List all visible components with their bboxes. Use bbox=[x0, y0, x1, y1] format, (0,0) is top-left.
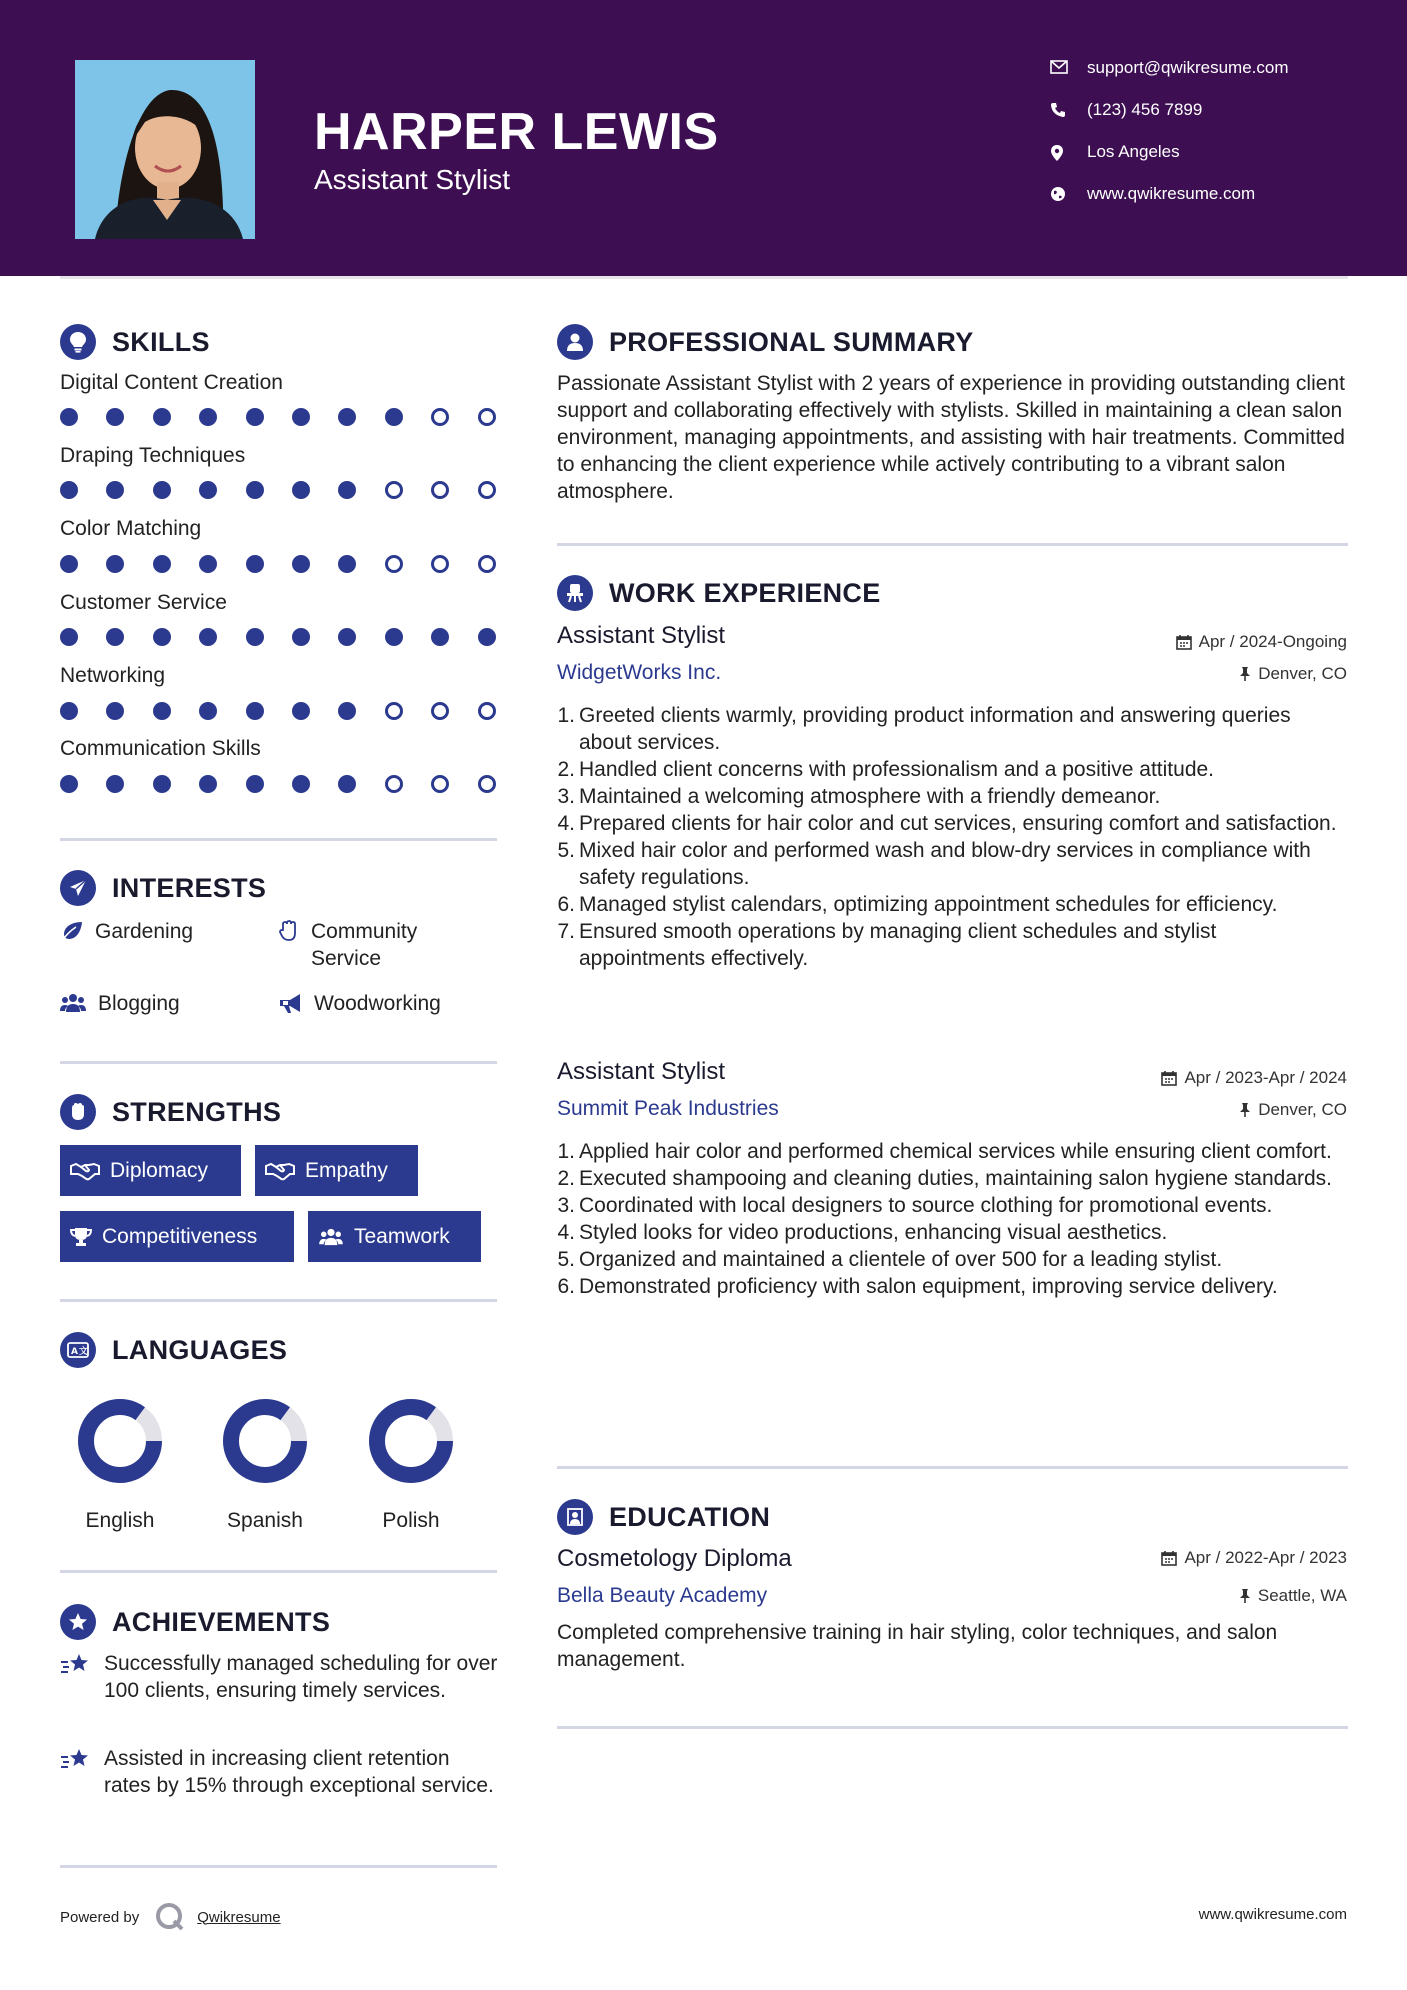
hand-icon bbox=[278, 920, 300, 942]
strength-badge bbox=[308, 1211, 481, 1262]
job-bullets bbox=[557, 1138, 1347, 1300]
handshake-icon bbox=[265, 1161, 295, 1181]
footer-website[interactable]: www.qwikresume.com bbox=[1198, 1906, 1347, 1923]
job-location bbox=[1239, 1100, 1347, 1120]
interests-heading-text: INTERESTS bbox=[112, 872, 267, 903]
rating-dot-filled bbox=[60, 555, 78, 573]
rating-dot-filled bbox=[385, 408, 403, 426]
bullet-text: Handled client concerns with professionalism and a positive attitude. bbox=[579, 758, 1215, 781]
handshake-icon bbox=[70, 1161, 100, 1181]
education-dates-text: Apr / 2022-Apr / 2023 bbox=[1184, 1548, 1347, 1567]
rating-dot-empty bbox=[385, 702, 403, 720]
rating-dot-empty bbox=[478, 408, 496, 426]
rating-dot-filled bbox=[106, 775, 124, 793]
rating-dot-empty bbox=[431, 481, 449, 499]
trophy-icon bbox=[70, 1227, 92, 1247]
skill-name: Communication Skills bbox=[60, 737, 261, 760]
rating-dot-filled bbox=[338, 628, 356, 646]
contact-email-text: support@qwikresume.com bbox=[1087, 58, 1289, 77]
rating-dot-filled bbox=[246, 481, 264, 499]
job-title: Assistant Stylist bbox=[557, 622, 726, 649]
rating-dot-empty bbox=[431, 555, 449, 573]
bullet-number: 5. bbox=[557, 839, 575, 862]
rating-dot-filled bbox=[338, 481, 356, 499]
qwikresume-link[interactable]: Qwikresume bbox=[197, 1908, 281, 1926]
rating-dot-filled bbox=[60, 408, 78, 426]
rating-dot-empty bbox=[478, 775, 496, 793]
rating-dot-filled bbox=[153, 702, 171, 720]
language-proficiency-ring bbox=[192, 1396, 338, 1486]
bullet-number: 6. bbox=[557, 893, 575, 916]
rating-dot-filled bbox=[106, 628, 124, 646]
rating-dot-filled bbox=[246, 628, 264, 646]
section-divider bbox=[60, 838, 497, 841]
rating-dot-filled bbox=[246, 775, 264, 793]
contact-phone-text: (123) 456 7899 bbox=[1087, 100, 1203, 119]
powered-by-text: Powered by bbox=[60, 1908, 140, 1926]
candidate-title: Assistant Stylist bbox=[314, 164, 511, 195]
strength-badge bbox=[60, 1211, 294, 1262]
bullet-item bbox=[557, 1273, 1347, 1300]
skill-rating bbox=[60, 775, 500, 795]
rating-dot-filled bbox=[246, 408, 264, 426]
bullet-number: 4. bbox=[557, 1221, 575, 1244]
rating-dot-filled bbox=[338, 555, 356, 573]
interest-item bbox=[278, 918, 478, 972]
rating-dot-filled bbox=[60, 481, 78, 499]
job-title: Assistant Stylist bbox=[557, 1058, 726, 1085]
chair-icon bbox=[557, 575, 593, 611]
strengths-heading bbox=[60, 1094, 281, 1130]
rating-dot-filled bbox=[106, 555, 124, 573]
summary-heading-text: PROFESSIONAL SUMMARY bbox=[609, 326, 974, 357]
map-pin-icon bbox=[1050, 144, 1064, 162]
section-divider bbox=[60, 1570, 497, 1573]
bullet-text: Coordinated with local designers to source clothing for promotional events. bbox=[579, 1194, 1273, 1217]
bullet-item bbox=[557, 1192, 1347, 1219]
experience-heading-text: WORK EXPERIENCE bbox=[609, 577, 881, 608]
calendar-icon bbox=[1176, 634, 1192, 650]
bullet-item bbox=[557, 1219, 1347, 1246]
summary-heading bbox=[557, 324, 974, 360]
svg-text:文: 文 bbox=[79, 1347, 89, 1357]
strength-label: Empathy bbox=[305, 1158, 388, 1182]
language-item bbox=[47, 1396, 193, 1533]
language-proficiency-ring bbox=[338, 1396, 484, 1486]
rating-dot-filled bbox=[292, 555, 310, 573]
bullet-item bbox=[557, 756, 1347, 783]
fist-icon bbox=[60, 1094, 96, 1130]
rating-dot-filled bbox=[199, 408, 217, 426]
school-name: Bella Beauty Academy bbox=[557, 1584, 768, 1607]
rating-dot-filled bbox=[292, 702, 310, 720]
rating-dot-empty bbox=[478, 702, 496, 720]
company-name: WidgetWorks Inc. bbox=[557, 661, 722, 684]
bullet-text: Executed shampooing and cleaning duties, maintaining salon hygiene standards. bbox=[579, 1167, 1333, 1190]
bullet-text: Ensured smooth operations by managing client schedules and stylist appointments effectively. bbox=[579, 920, 1217, 970]
job-bullets bbox=[557, 702, 1347, 972]
pin-icon bbox=[1239, 666, 1251, 682]
strength-badge bbox=[60, 1145, 241, 1196]
experience-heading bbox=[557, 575, 881, 611]
rating-dot-filled bbox=[246, 555, 264, 573]
rating-dot-filled bbox=[60, 775, 78, 793]
bullet-number: 7. bbox=[557, 920, 575, 943]
bullet-text: Demonstrated proficiency with salon equipment, improving service delivery. bbox=[579, 1275, 1278, 1298]
paper-plane-icon bbox=[60, 870, 96, 906]
rating-dot-empty bbox=[431, 775, 449, 793]
rating-dot-filled bbox=[153, 481, 171, 499]
achievement-text: Successfully managed scheduling for over 100 clients, ensuring timely services. bbox=[104, 1652, 498, 1702]
calendar-icon bbox=[1161, 1070, 1177, 1086]
interest-label: Gardening bbox=[95, 920, 194, 943]
interests-heading bbox=[60, 870, 266, 906]
bullet-number: 5. bbox=[557, 1248, 575, 1271]
graduate-icon bbox=[557, 1499, 593, 1535]
bullet-number: 3. bbox=[557, 1194, 575, 1217]
interest-label: Blogging bbox=[98, 992, 180, 1015]
bullet-text: Managed stylist calendars, optimizing appointment schedules for efficiency. bbox=[579, 893, 1278, 916]
footer-powered-by bbox=[60, 1900, 281, 1934]
job-dates bbox=[1161, 1068, 1347, 1088]
rating-dot-filled bbox=[385, 628, 403, 646]
rating-dot-filled bbox=[106, 702, 124, 720]
pin-icon bbox=[1239, 1102, 1251, 1118]
education-heading-text: EDUCATION bbox=[609, 1501, 771, 1532]
rating-dot-filled bbox=[199, 555, 217, 573]
education-location-text: Seattle, WA bbox=[1257, 1586, 1347, 1605]
users-icon bbox=[60, 992, 86, 1014]
rating-dot-filled bbox=[153, 775, 171, 793]
skill-rating bbox=[60, 408, 500, 428]
bullet-item bbox=[557, 1138, 1347, 1165]
rating-dot-filled bbox=[153, 628, 171, 646]
rating-dot-filled bbox=[106, 481, 124, 499]
candidate-name: HARPER LEWIS bbox=[314, 103, 719, 161]
rating-dot-empty bbox=[431, 408, 449, 426]
section-divider bbox=[557, 1466, 1348, 1469]
megaphone-icon bbox=[278, 992, 302, 1014]
language-proficiency-ring bbox=[47, 1396, 193, 1486]
rating-dot-filled bbox=[338, 702, 356, 720]
rating-dot-empty bbox=[385, 481, 403, 499]
section-divider bbox=[60, 1061, 497, 1064]
achievements-heading-text: ACHIEVEMENTS bbox=[112, 1606, 331, 1637]
star-icon bbox=[60, 1604, 96, 1640]
strengths-heading-text: STRENGTHS bbox=[112, 1096, 282, 1127]
rating-dot-filled bbox=[199, 481, 217, 499]
bullet-text: Greeted clients warmly, providing product information and answering queries about services. bbox=[579, 704, 1291, 754]
bullet-text: Styled looks for video productions, enhancing visual aesthetics. bbox=[579, 1221, 1168, 1244]
header-divider bbox=[60, 276, 1348, 279]
strength-label: Teamwork bbox=[354, 1224, 450, 1248]
job-location-text: Denver, CO bbox=[1258, 664, 1347, 683]
section-divider bbox=[60, 1299, 497, 1302]
company-name: Summit Peak Industries bbox=[557, 1097, 779, 1120]
phone-icon bbox=[1050, 102, 1066, 118]
skill-rating bbox=[60, 555, 500, 575]
skill-name: Customer Service bbox=[60, 591, 227, 614]
language-label: Polish bbox=[382, 1509, 440, 1532]
bullet-number: 2. bbox=[557, 758, 575, 781]
job-location-text: Denver, CO bbox=[1258, 1100, 1347, 1119]
interest-item bbox=[60, 918, 260, 945]
language-item bbox=[192, 1396, 338, 1533]
resume-header bbox=[0, 0, 1407, 276]
job-dates-text: Apr / 2024-Ongoing bbox=[1198, 632, 1347, 651]
rating-dot-filled bbox=[338, 775, 356, 793]
users-icon bbox=[318, 1227, 344, 1247]
svg-text:A: A bbox=[71, 1347, 79, 1357]
rating-dot-empty bbox=[478, 481, 496, 499]
bullet-number: 6. bbox=[557, 1275, 575, 1298]
achievements-heading bbox=[60, 1604, 330, 1640]
skill-name: Color Matching bbox=[60, 517, 202, 540]
rating-dot-filled bbox=[60, 628, 78, 646]
languages-heading bbox=[60, 1332, 287, 1368]
rating-dot-empty bbox=[385, 775, 403, 793]
degree-title: Cosmetology Diploma bbox=[557, 1545, 792, 1572]
job-dates bbox=[1176, 632, 1347, 652]
summary-text: Passionate Assistant Stylist with 2 years of experience in providing outstanding client support and collaborating effectively with stylists. Skilled in maintaining a clean salon environment, managing appointments, and assisting with hair treatments. Committed to enhancing the client experience while actively contributing to a vibrant salon atmosphere. bbox=[557, 372, 1345, 503]
shooting-star-icon bbox=[60, 1747, 92, 1773]
bullet-text: Organized and maintained a clientele of over 500 for a leading stylist. bbox=[579, 1248, 1223, 1271]
bullet-item bbox=[557, 810, 1347, 837]
rating-dot-filled bbox=[199, 702, 217, 720]
section-divider bbox=[60, 1865, 497, 1868]
job-dates-text: Apr / 2023-Apr / 2024 bbox=[1184, 1068, 1347, 1087]
rating-dot-filled bbox=[292, 481, 310, 499]
lightbulb-icon bbox=[60, 324, 96, 360]
achievement-item bbox=[60, 1650, 500, 1704]
language-label: English bbox=[85, 1509, 155, 1532]
bullet-number: 2. bbox=[557, 1167, 575, 1190]
bullet-text: Prepared clients for hair color and cut services, ensuring comfort and satisfaction. bbox=[579, 812, 1337, 835]
rating-dot-filled bbox=[199, 628, 217, 646]
bullet-text: Maintained a welcoming atmosphere with a friendly demeanor. bbox=[579, 785, 1161, 808]
rating-dot-filled bbox=[478, 628, 496, 646]
skill-rating bbox=[60, 628, 500, 648]
bullet-item bbox=[557, 1165, 1347, 1192]
bullet-item bbox=[557, 702, 1347, 756]
skill-name: Networking bbox=[60, 664, 166, 687]
rating-dot-filled bbox=[153, 555, 171, 573]
achievement-item bbox=[60, 1745, 500, 1799]
skill-rating bbox=[60, 702, 500, 722]
skills-heading-text: SKILLS bbox=[112, 326, 210, 357]
skills-heading bbox=[60, 324, 210, 360]
leaf-icon bbox=[60, 920, 84, 942]
rating-dot-filled bbox=[246, 702, 264, 720]
rating-dot-filled bbox=[153, 408, 171, 426]
bullet-text: Mixed hair color and performed wash and blow-dry services in compliance with safety regulations. bbox=[579, 839, 1311, 889]
education-dates bbox=[1161, 1548, 1347, 1568]
interest-label: Community Service bbox=[311, 920, 418, 970]
bullet-number: 1. bbox=[557, 704, 575, 727]
profile-photo bbox=[75, 60, 255, 239]
interest-label: Woodworking bbox=[314, 992, 441, 1015]
user-icon bbox=[557, 324, 593, 360]
achievement-text: Assisted in increasing client retention rates by 15% through exceptional service. bbox=[104, 1747, 494, 1797]
envrow-icon bbox=[1050, 60, 1068, 74]
rating-dot-filled bbox=[292, 628, 310, 646]
language-label: Spanish bbox=[227, 1509, 303, 1532]
section-divider bbox=[557, 543, 1348, 546]
shooting-star-icon bbox=[60, 1652, 92, 1678]
bullet-item bbox=[557, 1246, 1347, 1273]
education-heading bbox=[557, 1499, 770, 1535]
qwikresume-logo-icon bbox=[153, 1900, 187, 1934]
bullet-item bbox=[557, 783, 1347, 810]
skill-rating bbox=[60, 481, 500, 501]
calendar-icon bbox=[1161, 1550, 1177, 1566]
rating-dot-empty bbox=[385, 555, 403, 573]
education-description: Completed comprehensive training in hair styling, color techniques, and salon management. bbox=[557, 1621, 1278, 1671]
skill-name: Draping Techniques bbox=[60, 444, 246, 467]
skill-name: Digital Content Creation bbox=[60, 371, 283, 394]
rating-dot-filled bbox=[60, 702, 78, 720]
bullet-number: 1. bbox=[557, 1140, 575, 1163]
languages-heading-text: LANGUAGES bbox=[112, 1334, 288, 1365]
bullet-item bbox=[557, 837, 1347, 891]
bullet-item bbox=[557, 918, 1347, 972]
interest-item bbox=[60, 990, 260, 1017]
bullet-number: 4. bbox=[557, 812, 575, 835]
globe-icon bbox=[1050, 186, 1066, 202]
interest-item bbox=[278, 990, 498, 1017]
strength-label: Diplomacy bbox=[110, 1158, 209, 1182]
contact-website-text: www.qwikresume.com bbox=[1087, 184, 1256, 203]
education-location bbox=[1239, 1586, 1347, 1606]
strength-badge bbox=[255, 1145, 418, 1196]
rating-dot-filled bbox=[292, 408, 310, 426]
section-divider bbox=[557, 1726, 1348, 1729]
language-item bbox=[338, 1396, 484, 1533]
rating-dot-filled bbox=[199, 775, 217, 793]
language-icon bbox=[60, 1332, 96, 1368]
rating-dot-filled bbox=[292, 775, 310, 793]
rating-dot-filled bbox=[106, 408, 124, 426]
contact-location-text: Los Angeles bbox=[1087, 142, 1180, 161]
bullet-text: Applied hair color and performed chemical services while ensuring client comfort. bbox=[579, 1140, 1332, 1163]
strength-label: Competitiveness bbox=[102, 1224, 258, 1248]
rating-dot-filled bbox=[431, 628, 449, 646]
job-location bbox=[1239, 664, 1347, 684]
rating-dot-empty bbox=[478, 555, 496, 573]
rating-dot-filled bbox=[338, 408, 356, 426]
rating-dot-empty bbox=[431, 702, 449, 720]
bullet-item bbox=[557, 891, 1347, 918]
bullet-number: 3. bbox=[557, 785, 575, 808]
pin-icon bbox=[1239, 1588, 1251, 1604]
